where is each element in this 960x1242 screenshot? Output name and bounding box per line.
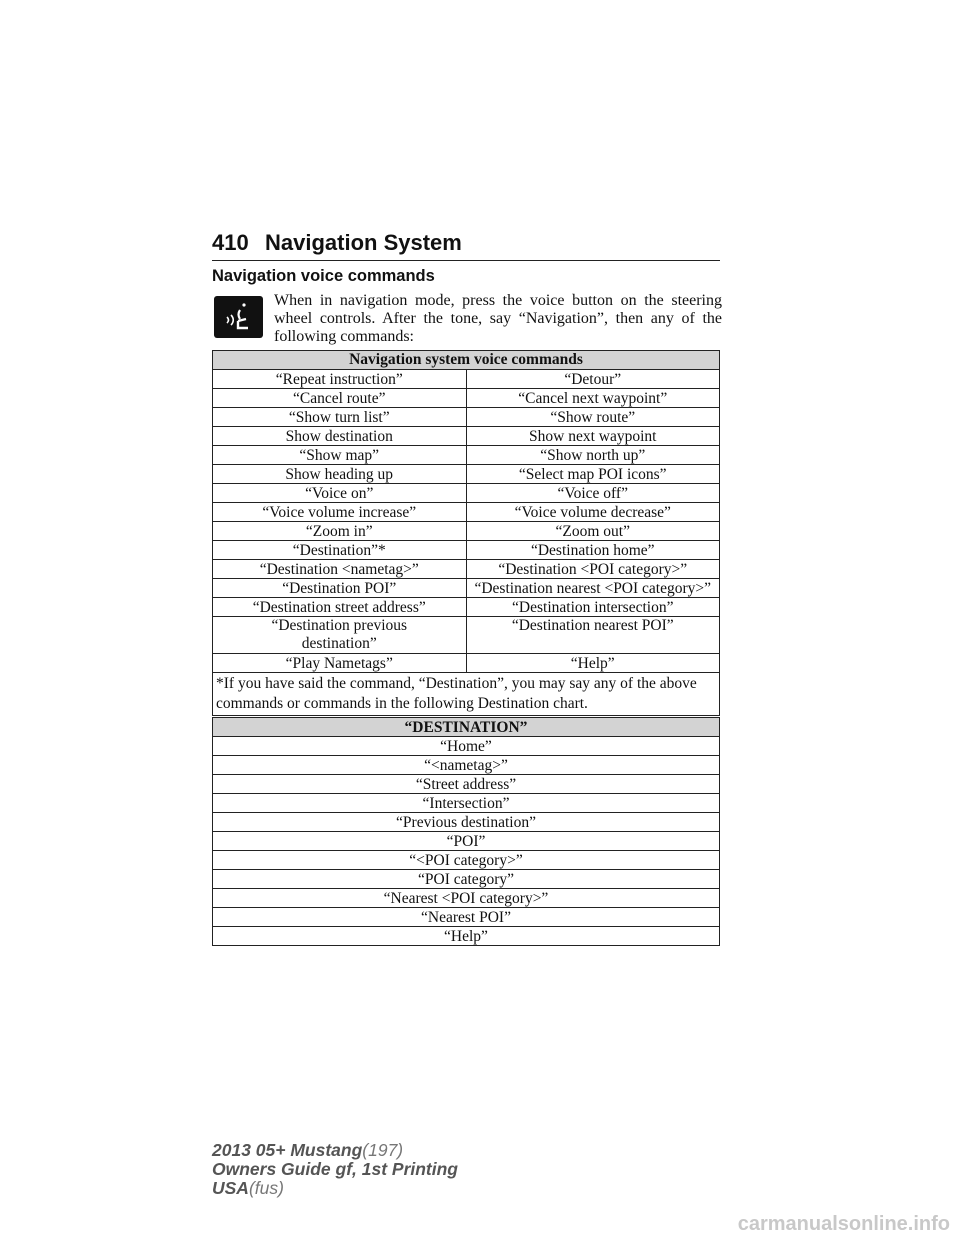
table-cell: “Cancel route” (213, 389, 467, 408)
table-cell: “Zoom out” (466, 522, 720, 541)
footer-model: 2013 05+ Mustang (212, 1140, 363, 1160)
table-cell: “Select map POI icons” (466, 465, 720, 484)
table-cell: “<POI category>” (213, 851, 720, 870)
table-cell: “Destination previous destination” (213, 617, 467, 654)
table-cell: “Destination intersection” (466, 598, 720, 617)
table-row (213, 484, 720, 503)
table-row (213, 617, 720, 654)
table-row (213, 851, 720, 870)
voice-button-icon (214, 296, 263, 338)
table-cell: “Show route” (466, 408, 720, 427)
table-cell: “Show turn list” (213, 408, 467, 427)
table-title: Navigation system voice commands (213, 351, 720, 370)
table-cell: “Nearest <POI category>” (213, 889, 720, 908)
table-row (213, 927, 720, 946)
table-cell: “Destination street address” (213, 598, 467, 617)
table-cell: Show heading up (213, 465, 467, 484)
table-row (213, 794, 720, 813)
table-cell: “Show map” (213, 446, 467, 465)
table-cell: “Repeat instruction” (213, 370, 467, 389)
table-row (213, 541, 720, 560)
table-row (213, 654, 720, 673)
table-cell: “Voice off” (466, 484, 720, 503)
section-title: Navigation voice commands (212, 267, 435, 285)
footer-page-code: (197) (362, 1140, 404, 1160)
table-cell: Show next waypoint (466, 427, 720, 446)
table-cell: “Destination <POI category>” (466, 560, 720, 579)
table-cell: “<nametag>” (213, 756, 720, 775)
table-row (213, 889, 720, 908)
table-cell: “Destination nearest POI” (466, 617, 720, 654)
table-cell: “Play Nametags” (213, 654, 467, 673)
footer-guide: Owners Guide gf, 1st Printing (212, 1159, 458, 1179)
table-cell: “Street address” (213, 775, 720, 794)
table-cell: “Voice on” (213, 484, 467, 503)
table-row (213, 522, 720, 541)
table-row (213, 737, 720, 756)
table-cell: “Destination <nametag>” (213, 560, 467, 579)
table-cell: “Help” (466, 654, 720, 673)
table-cell: “Destination POI” (213, 579, 467, 598)
page-header (212, 226, 720, 261)
table-title: “DESTINATION” (213, 718, 720, 737)
table-cell: “POI category” (213, 870, 720, 889)
table-row (213, 560, 720, 579)
table-cell: “Nearest POI” (213, 908, 720, 927)
table-cell: “Destination home” (466, 541, 720, 560)
table-row (213, 389, 720, 408)
chapter-title: Navigation System (265, 230, 462, 255)
table-cell: “Voice volume increase” (213, 503, 467, 522)
table-cell: “Detour” (466, 370, 720, 389)
table-row (213, 832, 720, 851)
table-row (213, 446, 720, 465)
table-row (213, 370, 720, 389)
table-row (213, 579, 720, 598)
table-footnote: *If you have said the command, “Destination”, you may say any of the above commands or commands in the following Destination chart. (213, 673, 720, 716)
table-cell: Show destination (213, 427, 467, 446)
document-footer (212, 1141, 458, 1198)
table-cell: “Destination nearest <POI category>” (466, 579, 720, 598)
table-cell: “Help” (213, 927, 720, 946)
table-cell: “Previous destination” (213, 813, 720, 832)
page-number: 410 (212, 230, 249, 255)
table-row (213, 813, 720, 832)
table-cell: “Home” (213, 737, 720, 756)
table-row (213, 756, 720, 775)
table-cell: “Intersection” (213, 794, 720, 813)
navigation-commands-table (212, 350, 720, 716)
table-row (213, 408, 720, 427)
table-row (213, 503, 720, 522)
table-cell: “POI” (213, 832, 720, 851)
table-cell: “Zoom in” (213, 522, 467, 541)
table-footnote-row (213, 673, 720, 716)
table-row (213, 598, 720, 617)
table-row (213, 908, 720, 927)
table-cell: “Voice volume decrease” (466, 503, 720, 522)
table-row (213, 870, 720, 889)
table-cell: “Destination”* (213, 541, 467, 560)
table-cell: “Show north up” (466, 446, 720, 465)
table-row (213, 775, 720, 794)
destination-commands-table (212, 717, 720, 946)
table-cell: “Cancel next waypoint” (466, 389, 720, 408)
footer-market-code: (fus) (248, 1178, 284, 1198)
table-row (213, 427, 720, 446)
table-row (213, 465, 720, 484)
footer-market: USA (212, 1178, 249, 1198)
intro-paragraph: When in navigation mode, press the voice button on the steering wheel controls. After the tone, say “Navigation”, then any of the following commands: (274, 292, 722, 345)
watermark: carmanualsonline.info (737, 1213, 950, 1235)
